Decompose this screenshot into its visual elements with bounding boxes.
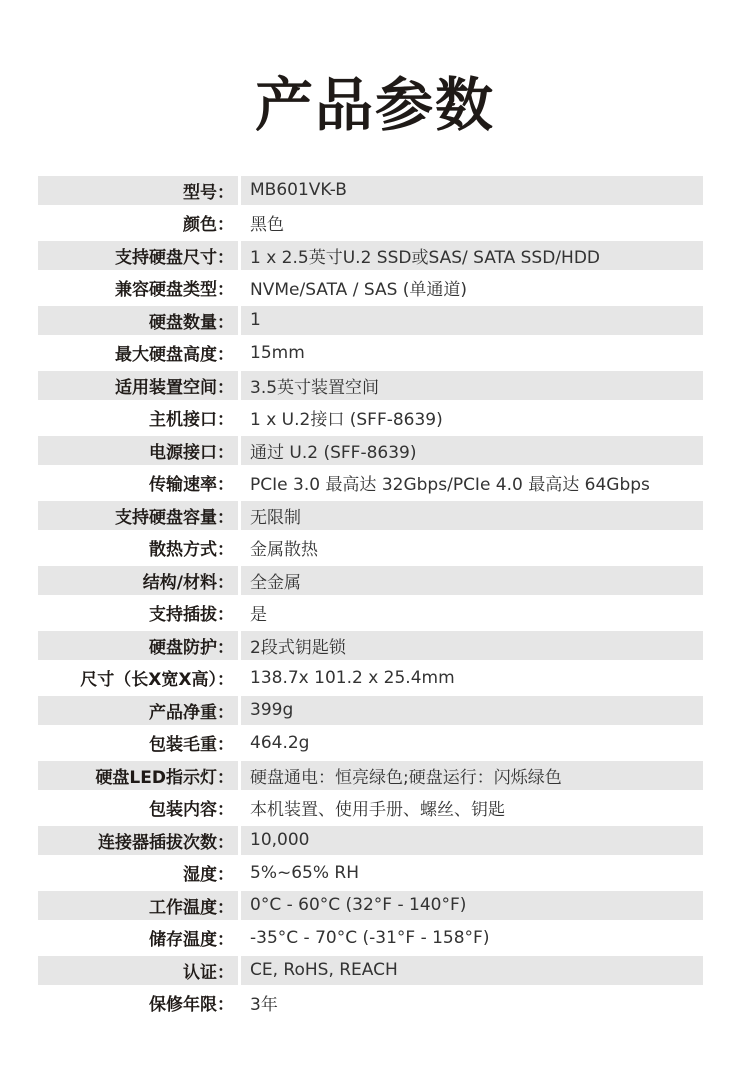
spec-label: 硬盘LED指示灯： xyxy=(38,761,238,790)
spec-row-storage-temp xyxy=(38,922,703,955)
spec-label: 传输速率： xyxy=(149,475,234,496)
spec-value: 1 x 2.5英寸U.2 SSD或SAS/ SATA SSD/HDD xyxy=(241,241,703,270)
spec-row-drive-count xyxy=(38,304,703,337)
spec-label: 适用装置空间： xyxy=(38,371,238,400)
spec-row-humidity xyxy=(38,857,703,890)
spec-label: 支持硬盘尺寸： xyxy=(38,241,238,270)
spec-label: 尺寸（长X宽X高）： xyxy=(80,670,234,691)
page-title: 产品参数 xyxy=(254,71,495,139)
spec-label: 最大硬盘高度： xyxy=(115,345,234,366)
spec-label: 型号： xyxy=(38,176,238,205)
spec-row-bay xyxy=(38,369,703,402)
spec-value: 1 x U.2接口 (SFF-8639) xyxy=(250,410,443,431)
spec-row-dimensions xyxy=(38,662,703,695)
spec-row-power xyxy=(38,434,703,467)
spec-label: 兼容硬盘类型： xyxy=(115,280,234,301)
spec-row-led xyxy=(38,759,703,792)
spec-row-hot-swap xyxy=(38,597,703,630)
spec-value: 464.2g xyxy=(250,732,310,753)
spec-value: 硬盘通电：恒亮绿色;硬盘运行：闪烁绿色 xyxy=(241,761,703,790)
spec-value: 3年 xyxy=(250,995,278,1016)
spec-label: 颜色： xyxy=(183,215,234,236)
spec-label: 连接器插拔次数： xyxy=(38,826,238,855)
spec-row-mating-cycles xyxy=(38,824,703,857)
spec-label: 硬盘防护： xyxy=(38,631,238,660)
spec-value: 金属散热 xyxy=(250,540,318,561)
spec-value: PCIe 3.0 最高达 32Gbps/PCIe 4.0 最高达 64Gbps xyxy=(250,475,650,496)
spec-row-drive-size xyxy=(38,239,703,272)
spec-value: 0°C - 60°C (32°F - 140°F) xyxy=(241,891,703,920)
spec-row-capacity xyxy=(38,499,703,532)
spec-row-cooling xyxy=(38,532,703,565)
spec-label: 产品净重： xyxy=(38,696,238,725)
spec-value: -35°C - 70°C (-31°F - 158°F) xyxy=(250,927,490,948)
spec-label: 电源接口： xyxy=(38,436,238,465)
spec-row-net-weight xyxy=(38,694,703,727)
spec-row-gross-weight xyxy=(38,727,703,760)
spec-value: 399g xyxy=(241,696,703,725)
spec-table xyxy=(38,174,703,1019)
spec-label: 主机接口： xyxy=(149,410,234,431)
spec-value: 5%~65% RH xyxy=(250,862,359,883)
spec-row-max-height xyxy=(38,337,703,370)
spec-label: 支持插拔： xyxy=(149,605,234,626)
spec-value: 黑色 xyxy=(250,215,284,236)
spec-row-transfer-rate xyxy=(38,467,703,500)
spec-value: MB601VK-B xyxy=(241,176,703,205)
spec-label: 保修年限： xyxy=(149,995,234,1016)
spec-value: 138.7x 101.2 x 25.4mm xyxy=(250,667,455,688)
spec-value: 2段式钥匙锁 xyxy=(241,631,703,660)
spec-label: 包装毛重： xyxy=(149,735,234,756)
spec-value: 无限制 xyxy=(241,501,703,530)
spec-value: NVMe/SATA / SAS (单通道) xyxy=(250,280,468,301)
spec-label: 认证： xyxy=(38,956,238,985)
spec-label: 硬盘数量： xyxy=(38,306,238,335)
spec-value: 通过 U.2 (SFF-8639) xyxy=(241,436,703,465)
spec-row-package-contents xyxy=(38,792,703,825)
spec-label: 结构/材料： xyxy=(38,566,238,595)
spec-value: 本机装置、使用手册、螺丝、钥匙 xyxy=(250,800,505,821)
spec-value: 全金属 xyxy=(241,566,703,595)
spec-row-host-interface xyxy=(38,402,703,435)
spec-value: CE, RoHS, REACH xyxy=(241,956,703,985)
spec-value: 是 xyxy=(250,605,267,626)
spec-row-certification xyxy=(38,954,703,987)
spec-value: 3.5英寸装置空间 xyxy=(241,371,703,400)
spec-label: 湿度： xyxy=(183,865,234,886)
spec-value: 10,000 xyxy=(241,826,703,855)
spec-label: 工作温度： xyxy=(38,891,238,920)
spec-label: 支持硬盘容量： xyxy=(38,501,238,530)
spec-value: 1 xyxy=(241,306,703,335)
spec-row-drive-type xyxy=(38,272,703,305)
spec-row-operating-temp xyxy=(38,889,703,922)
spec-row-color xyxy=(38,207,703,240)
spec-row-model xyxy=(38,174,703,207)
spec-value: 15mm xyxy=(250,342,305,363)
spec-row-warranty xyxy=(38,987,703,1020)
spec-label: 散热方式： xyxy=(149,540,234,561)
spec-row-protection xyxy=(38,629,703,662)
spec-row-material xyxy=(38,564,703,597)
spec-label: 储存温度： xyxy=(149,930,234,951)
spec-label: 包装内容： xyxy=(149,800,234,821)
